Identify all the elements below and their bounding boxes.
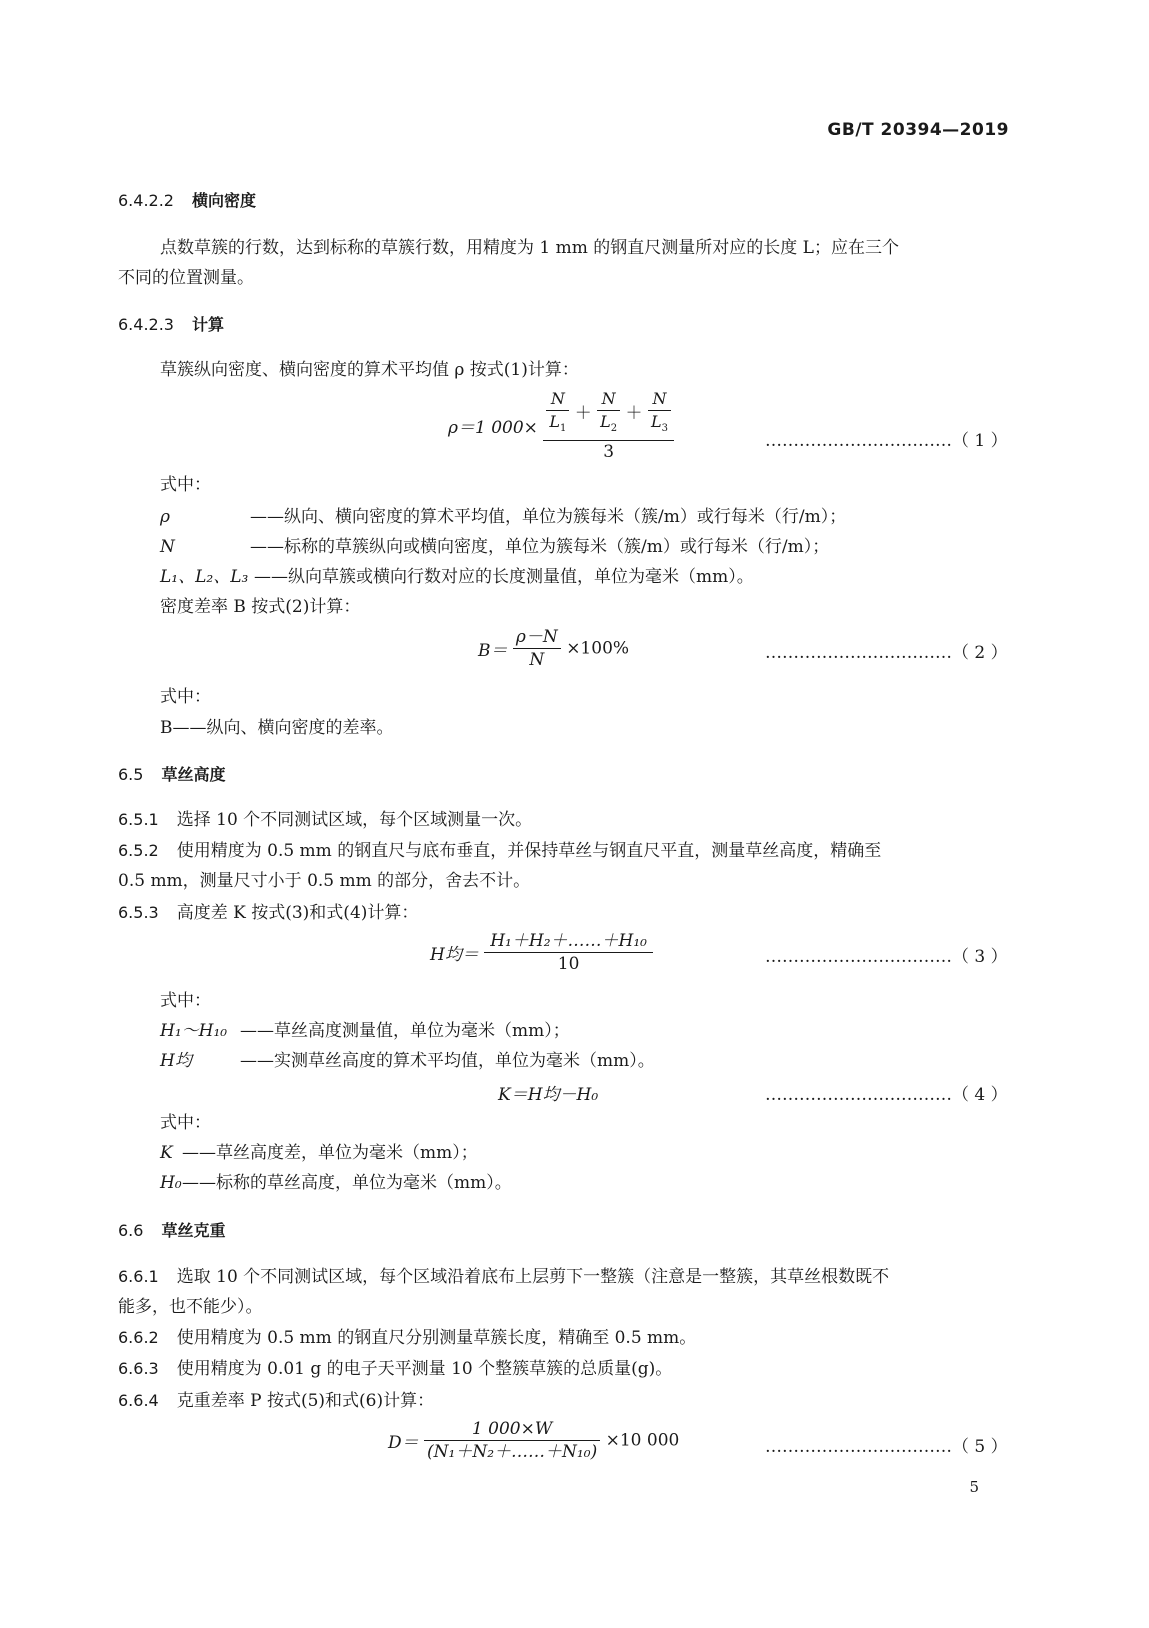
paragraph-line: 能多，也不能少）。: [118, 1297, 263, 1317]
paragraph-line: 密度差率 B 按式(2)计算：: [160, 597, 361, 617]
section-number: 6.4.2.3: [118, 315, 174, 334]
clause-6-5-1: 6.5.1 选择 10 个不同测试区域，每个区域测量一次。: [118, 810, 533, 830]
paragraph-line: 0.5 mm，测量尺寸小于 0.5 mm 的部分，舍去不计。: [118, 871, 531, 891]
equation-number-1: ……………………………（ 1 ）: [765, 431, 1008, 451]
equation-number-2: ……………………………（ 2 ）: [765, 643, 1008, 663]
equation-number-3: ……………………………（ 3 ）: [765, 947, 1008, 967]
where-label: 式中：: [160, 687, 211, 707]
clause-6-5-3: 6.5.3 高度差 K 按式(3)和式(4)计算：: [118, 903, 419, 923]
equation-1: [448, 388, 674, 463]
section-heading-6-4-2-2: [118, 186, 256, 216]
symbol-definition: H₁～H₁₀ ——草丝高度测量值，单位为毫米（mm）；: [160, 1021, 570, 1041]
section-title: 计算: [191, 315, 224, 334]
where-label: 式中：: [160, 475, 211, 495]
equation-number-5: ……………………………（ 5 ）: [765, 1437, 1008, 1457]
paragraph-line: 草簇纵向密度、横向密度的算术平均值 ρ 按式(1)计算：: [160, 360, 579, 380]
symbol-definition: L₁、L₂、L₃ ——纵向草簇或横向行数对应的长度测量值，单位为毫米（mm）。: [160, 567, 754, 587]
clause-6-6-1: 6.6.1 选取 10 个不同测试区域，每个区域沿着底布上层剪下一整簇（注意是一整簇，其草丝根数既不: [118, 1267, 890, 1287]
equation-lhs: ρ＝1 000×: [448, 418, 538, 438]
symbol-definition: K ——草丝高度差，单位为毫米（mm）；: [160, 1143, 478, 1163]
section-heading-6-4-2-3: [118, 310, 224, 340]
paragraph-line: 不同的位置测量。: [118, 268, 254, 288]
where-label: 式中：: [160, 1113, 211, 1133]
section-heading-6-6: 6.6 草丝克重: [118, 1221, 226, 1240]
clause-6-6-4: 6.6.4 克重差率 P 按式(5)和式(6)计算：: [118, 1391, 435, 1411]
symbol-definition: N ——标称的草簇纵向或横向密度，单位为簇每米（簇/m）或行每米（行/m）；: [160, 537, 830, 557]
symbol-definition: B——纵向、横向密度的差率。: [160, 718, 394, 738]
section-number: 6.4.2.2: [118, 191, 174, 210]
where-label: 式中：: [160, 991, 211, 1011]
section-title: 横向密度: [191, 191, 256, 210]
symbol-definition: H₀——标称的草丝高度，单位为毫米（mm）。: [160, 1173, 512, 1193]
symbol-definition: H均 ——实测草丝高度的算术平均值，单位为毫米（mm）。: [160, 1051, 655, 1071]
standard-code: GB/T 20394—2019: [827, 120, 1009, 140]
fraction: $\frac{N}{L_1}$ ＋ $\frac{N}{L_2}$ ＋ $\frac{N}{L_3}$ 3: [543, 388, 674, 463]
paragraph-line: 点数草簇的行数，达到标称的草簇行数，用精度为 1 mm 的钢直尺测量所对应的长度 L；应在三个: [160, 238, 899, 258]
equation-4: K＝H均－H₀: [498, 1085, 599, 1105]
clause-6-6-2: 6.6.2 使用精度为 0.5 mm 的钢直尺分别测量草簇长度，精确至 0.5 mm。: [118, 1328, 697, 1348]
equation-3: H均＝ $\frac{\text{H₁＋H₂＋……＋H₁₀}}{10}$: [430, 930, 653, 975]
equation-5: D＝ $\frac{1 000\times W}{\text{(N₁＋N₂＋……＋N₁₀)}}$ ×10 000: [388, 1419, 680, 1462]
clause-6-5-2: 6.5.2 使用精度为 0.5 mm 的钢直尺与底布垂直，并保持草丝与钢直尺平直，测量草丝高度，精确至: [118, 841, 882, 861]
equation-2: B＝ $\frac{\rho-N}{N}$ ×100%: [478, 627, 630, 670]
equation-number-4: ……………………………（ 4 ）: [765, 1085, 1008, 1105]
page-number: 5: [969, 1478, 979, 1496]
symbol-definition: ρ ——纵向、横向密度的算术平均值，单位为簇每米（簇/m）或行每米（行/m）；: [160, 507, 847, 527]
section-heading-6-5: 6.5 草丝高度: [118, 765, 226, 784]
clause-6-6-3: 6.6.3 使用精度为 0.01 g 的电子天平测量 10 个整簇草簇的总质量(g)。: [118, 1359, 673, 1379]
